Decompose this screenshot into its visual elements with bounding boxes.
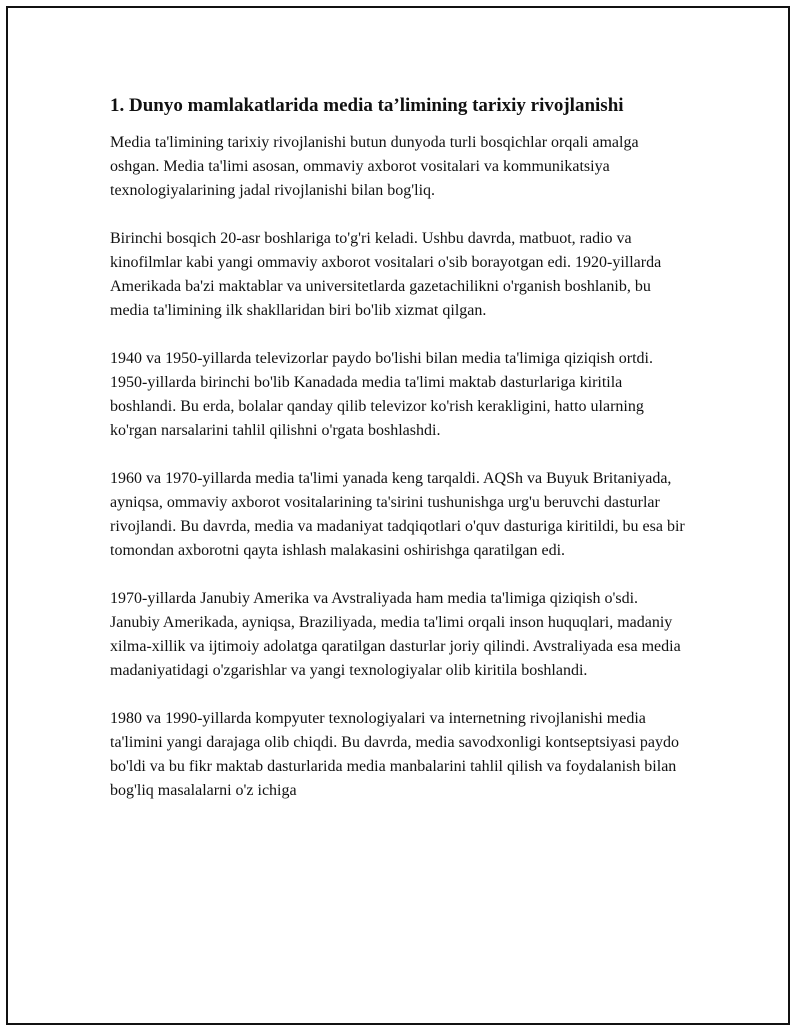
paragraph-1970s-south-america-australia: 1970-yillarda Janubiy Amerika va Avstraliyada ham media ta'limiga qiziqish o'sdi. Janubiy Amerikada, ayniqsa, Braziliyada, media ta'limi orqali inson huquqlari, madaniy xilma-xillik va ijtimoiy adolatga qaratilgan dasturlar joriy qilindi. Avstraliyada esa media madaniyatidagi o'zgarishlar va yangi texnologiyalar olib kiritila boshlandi. — [110, 590, 681, 679]
document-body — [110, 92, 690, 827]
paragraph-1960s-1970s: 1960 va 1970-yillarda media ta'limi yanada keng tarqaldi. AQSh va Buyuk Britaniyada, ayniqsa, ommaviy axborot vositalarining ta'sirini tushunishga urg'u beruvchi dasturlar rivojlandi. Bu davrda, media va madaniyat tadqiqotlari o'quv dasturiga kiritildi, bu esa bir tomondan axborotni qayta ishlash malakasini oshirishga qaratilgan edi. — [110, 470, 685, 559]
paragraph-1980s-1990s: 1980 va 1990-yillarda kompyuter texnologiyalari va internetning rivojlanishi media ta'limini yangi darajaga olib chiqdi. Bu davrda, media savodxonligi kontseptsiyasi paydo bo'ldi va bu fikr maktab dasturlarida media manbalarini tahlil qilish va foydalanish bilan bog'liq masalalarni o'z ichiga — [110, 710, 679, 799]
paragraph-intro: Media ta'limining tarixiy rivojlanishi butun dunyoda turli bosqichlar orqali amalga oshgan. Media ta'limi asosan, ommaviy axborot vositalari va kommunikatsiya texnologiyalarining jadal rivojlanishi bilan bog'liq. — [110, 134, 639, 199]
paragraph-first-stage: Birinchi bosqich 20-asr boshlariga to'g'ri keladi. Ushbu davrda, matbuot, radio va kinofilmlar kabi yangi ommaviy axborot vositalari o'sib borayotgan edi. 1920-yillarda Amerikada ba'zi maktablar va universitetlarda gazetachilikni o'rganish boshlanib, bu media ta'limining ilk shakllaridan biri bo'lib xizmat qilgan. — [110, 230, 662, 319]
section-heading: 1. Dunyo mamlakatlarida media ta’limining tarixiy rivojlanishi — [110, 95, 624, 116]
paragraph-1940s-1950s: 1940 va 1950-yillarda televizorlar paydo bo'lishi bilan media ta'limiga qiziqish ortdi. 1950-yillarda birinchi bo'lib Kanadada media ta'limi maktab dasturlariga kiritila boshlandi. Bu erda, bolalar qanday qilib televizor ko'rish kerakligini, hatto ularning ko'rgan narsalarini tahlil qilishni o'rgata boshlashdi. — [110, 350, 653, 439]
